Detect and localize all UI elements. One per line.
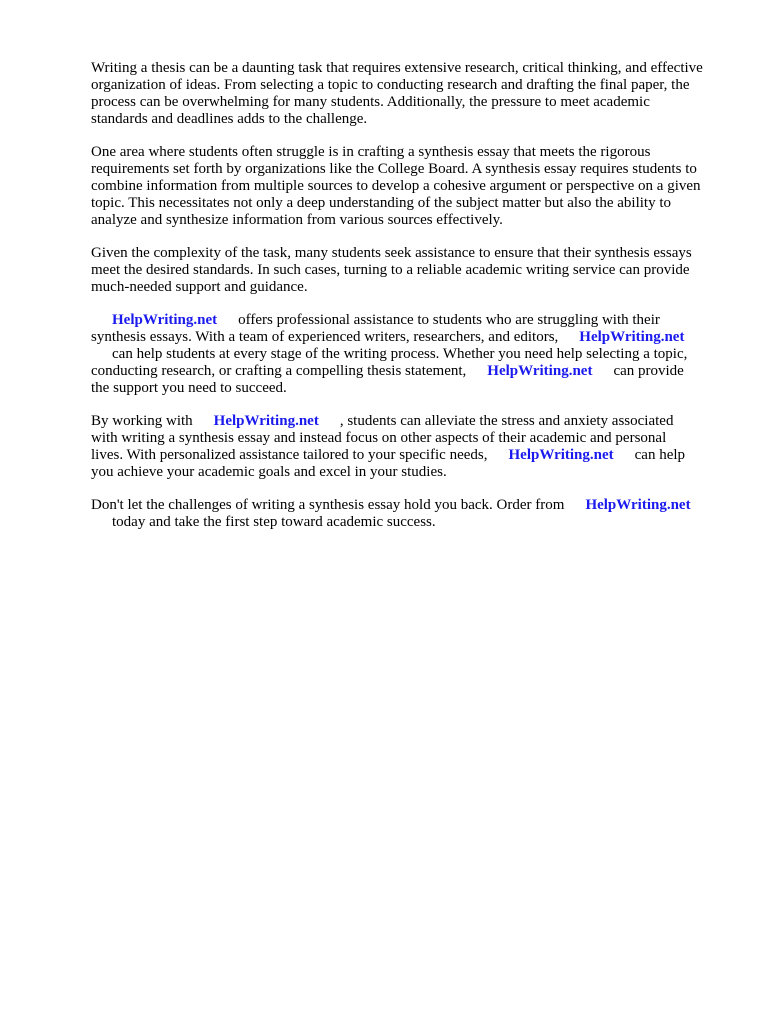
text-line: process can be overwhelming for many students. Additionally, the pressure to meet academic (91, 94, 650, 110)
helpwriting-link[interactable]: HelpWriting.net (487, 363, 593, 379)
helpwriting-link[interactable]: HelpWriting.net (508, 447, 614, 463)
text-line: meet the desired standards. In such cases, turning to a reliable academic writing service can provide (91, 262, 690, 278)
paragraph-working-with (91, 413, 731, 481)
text-segment: can provide (613, 363, 684, 379)
helpwriting-link[interactable]: HelpWriting.net (585, 497, 691, 513)
text-line: you achieve your academic goals and excel in your studies. (91, 464, 447, 480)
text-line: requirements set forth by organizations like the College Board. A synthesis essay requires students to (91, 161, 697, 177)
text-segment: can help (634, 447, 686, 463)
text-line: can help students at every stage of the writing process. Whether you need help selecting a topic, (112, 346, 688, 362)
document-page (91, 60, 731, 547)
paragraph-intro (91, 60, 731, 128)
text-segment: Don't let the challenges of writing a synthesis essay hold you back. Order from (91, 497, 565, 513)
text-line: analyze and synthesize information from various sources effectively. (91, 212, 503, 228)
helpwriting-link[interactable]: HelpWriting.net (112, 312, 218, 328)
text-line: today and take the first step toward academic success. (112, 514, 436, 530)
text-segment: synthesis essays. With a team of experienced writers, researchers, and editors, (91, 329, 559, 345)
text-line: with writing a synthesis essay and instead focus on other aspects of their academic and personal (91, 430, 667, 446)
text-line: topic. This necessitates not only a deep understanding of the subject matter but also the ability to (91, 195, 672, 211)
paragraph-call-to-action (91, 497, 731, 531)
text-segment: offers professional assistance to students who are struggling with their (238, 312, 660, 328)
text-line (91, 413, 731, 430)
text-segment: , students can alleviate the stress and anxiety associated (339, 413, 674, 429)
text-line: Writing a thesis can be a daunting task that requires extensive research, critical thinking, and effective (91, 60, 703, 76)
text-line (91, 447, 731, 464)
text-line: combine information from multiple sources to develop a cohesive argument or perspective on a given (91, 178, 701, 194)
text-segment: lives. With personalized assistance tailored to your specific needs, (91, 447, 488, 463)
text-line (91, 497, 731, 514)
text-line: organization of ideas. From selecting a topic to conducting research and drafting the final paper, the (91, 77, 690, 93)
text-line: much-needed support and guidance. (91, 279, 308, 295)
text-line: Given the complexity of the task, many students seek assistance to ensure that their synthesis essays (91, 245, 692, 261)
helpwriting-link[interactable]: HelpWriting.net (579, 329, 685, 345)
paragraph-service (91, 312, 731, 397)
text-segment: conducting research, or crafting a compelling thesis statement, (91, 363, 467, 379)
text-line (91, 363, 731, 380)
text-line: One area where students often struggle is in crafting a synthesis essay that meets the rigorous (91, 144, 651, 160)
paragraph-complexity (91, 245, 731, 296)
paragraph-synthesis-essay (91, 144, 731, 229)
text-line (91, 312, 731, 329)
text-line: standards and deadlines adds to the challenge. (91, 111, 368, 127)
text-line: the support you need to succeed. (91, 380, 287, 396)
text-line (91, 329, 731, 346)
text-segment: By working with (91, 413, 193, 429)
helpwriting-link[interactable]: HelpWriting.net (213, 413, 319, 429)
